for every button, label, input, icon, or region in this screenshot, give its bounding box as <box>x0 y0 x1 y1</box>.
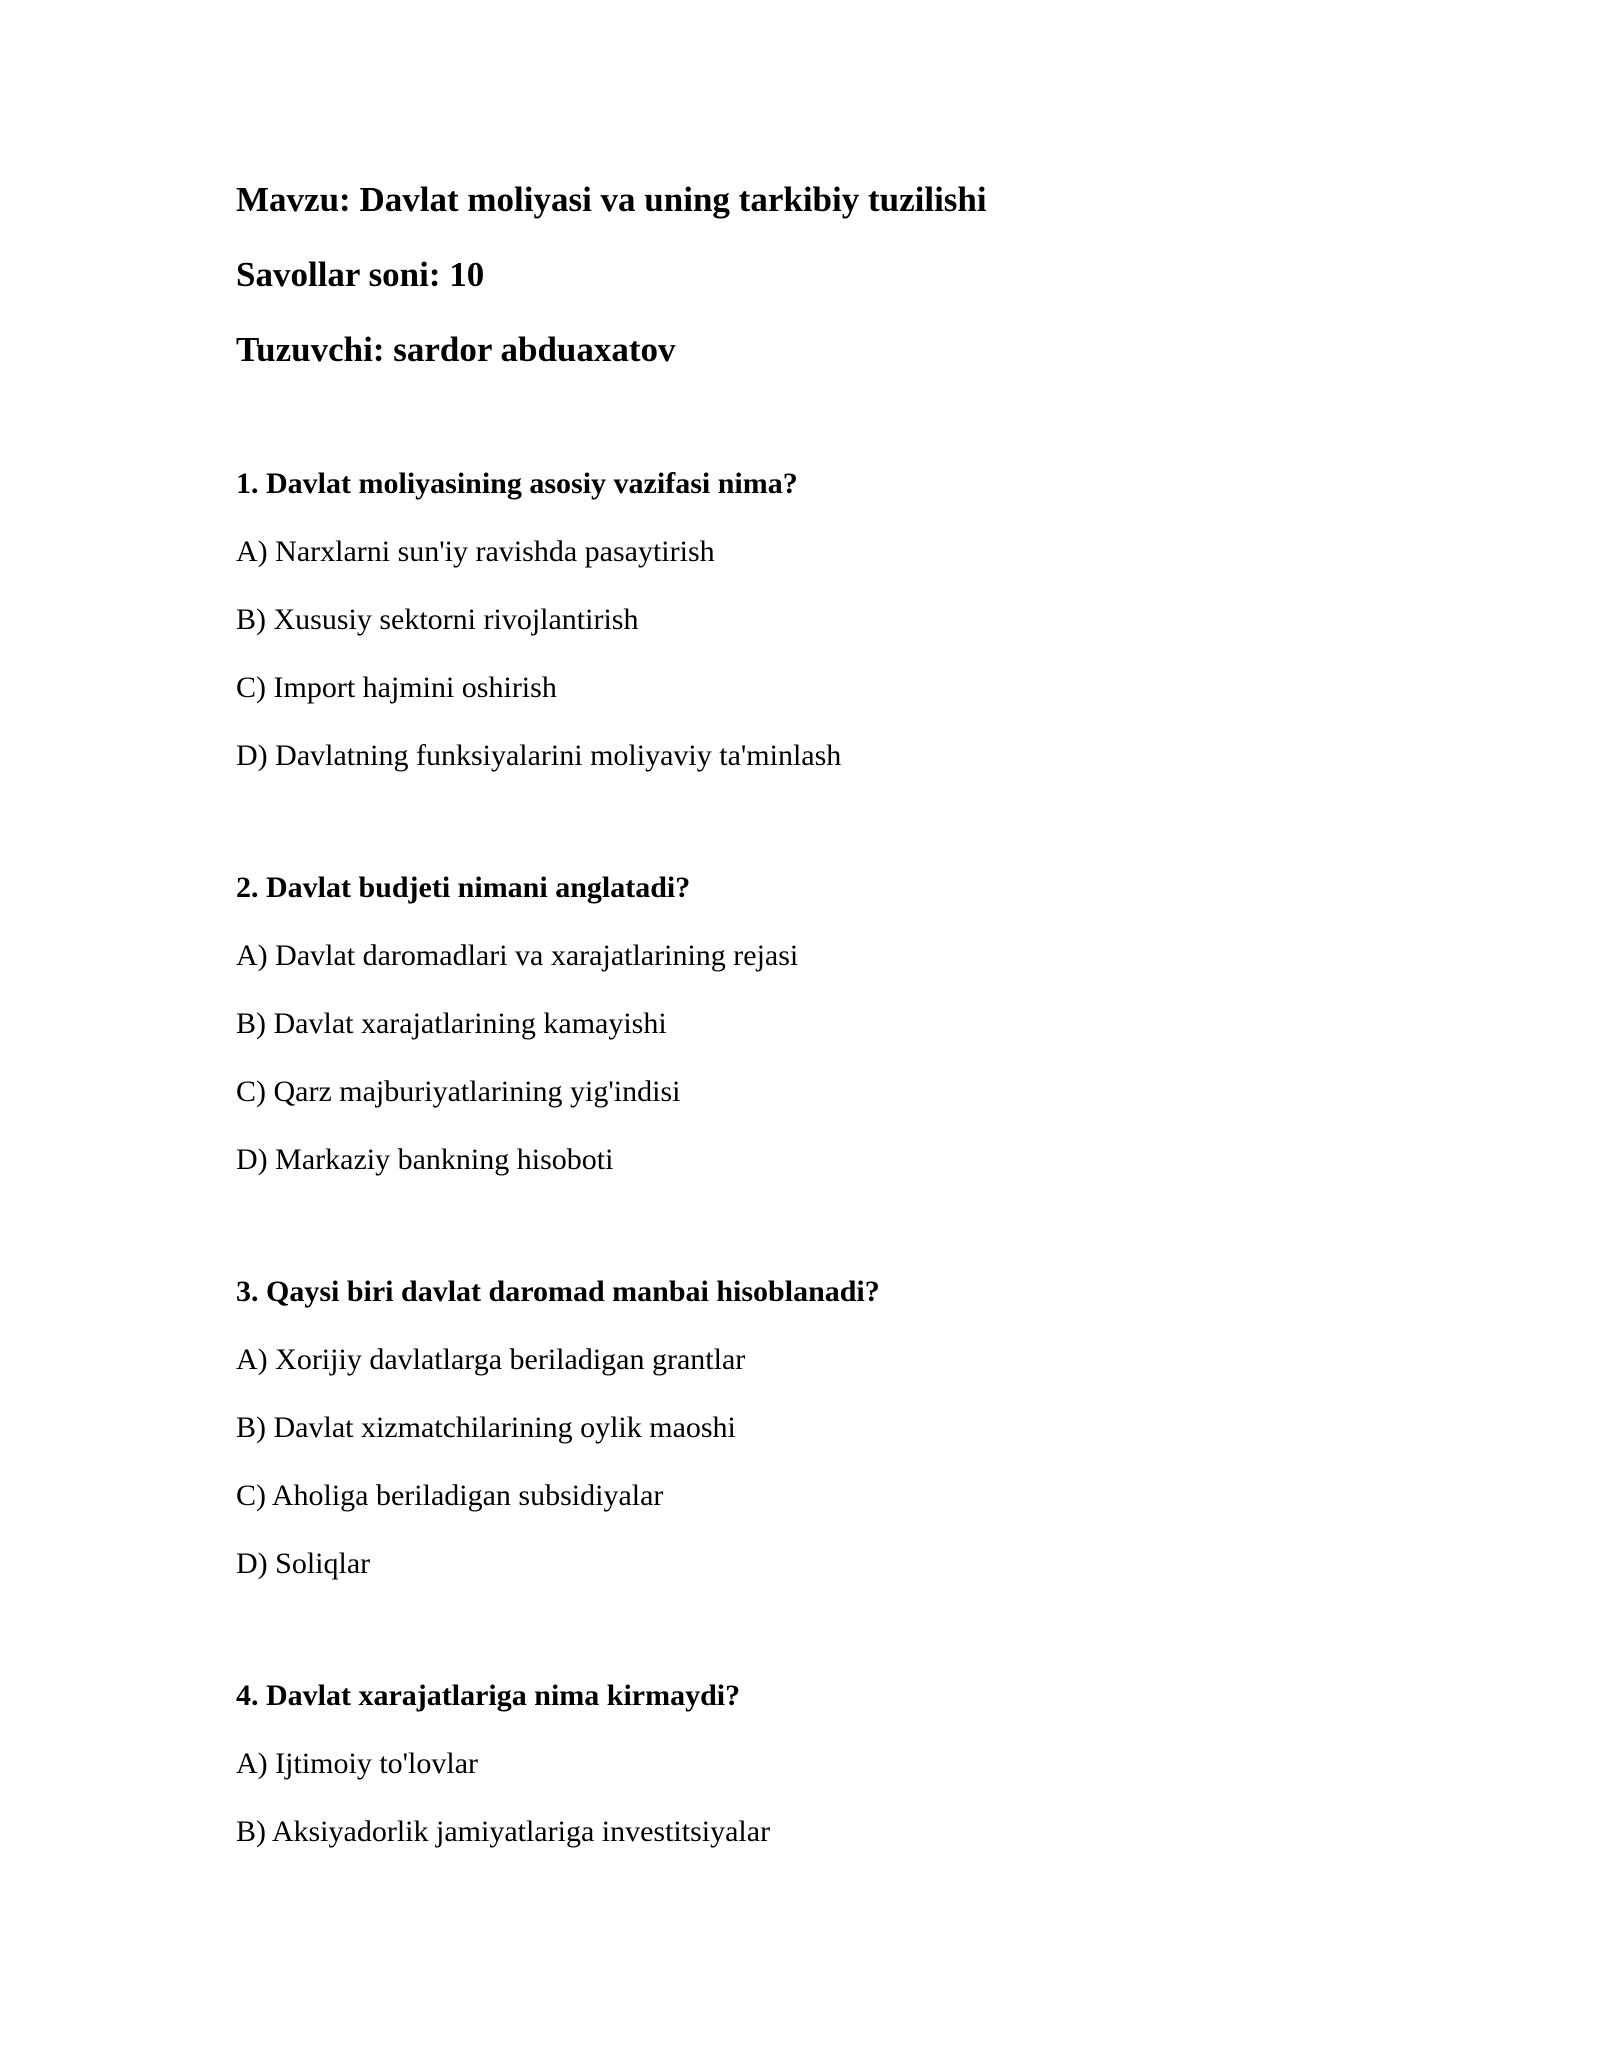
answer-option-c: C) Aholiga beriladigan subsidiyalar <box>236 1479 664 1512</box>
answer-option-d: D) Soliqlar <box>236 1547 371 1580</box>
question-title: 4. Davlat xarajatlariga nima kirmaydi? <box>236 1679 741 1712</box>
answer-option-c: C) Import hajmini oshirish <box>236 671 557 704</box>
question-2 <box>236 870 1436 1178</box>
answer-option-d: D) Markaziy bankning hisoboti <box>236 1143 614 1176</box>
question-3 <box>236 1274 1436 1582</box>
answer-option-a: A) Xorijiy davlatlarga beriladigan grantlar <box>236 1343 746 1376</box>
document-content <box>236 180 1436 1946</box>
question-count: Savollar soni: 10 <box>236 255 485 294</box>
answer-option-c: C) Qarz majburiyatlarining yig'indisi <box>236 1075 681 1108</box>
question-1 <box>236 466 1436 774</box>
answer-option-a: A) Davlat daromadlari va xarajatlarining rejasi <box>236 939 799 972</box>
answer-option-a: A) Narxlarni sun'iy ravishda pasaytirish <box>236 535 715 568</box>
answer-option-d: D) Davlatning funksiyalarini moliyaviy ta'minlash <box>236 739 842 772</box>
answer-option-b: B) Davlat xizmatchilarining oylik maoshi <box>236 1411 736 1444</box>
question-title: 3. Qaysi biri davlat daromad manbai hisoblanadi? <box>236 1275 880 1308</box>
question-title: 1. Davlat moliyasining asosiy vazifasi nima? <box>236 467 798 500</box>
answer-option-b: B) Davlat xarajatlarining kamayishi <box>236 1007 667 1040</box>
question-4 <box>236 1678 1436 1850</box>
answer-option-b: B) Aksiyadorlik jamiyatlariga investitsiyalar <box>236 1815 771 1848</box>
question-list <box>236 466 1436 1850</box>
question-title: 2. Davlat budjeti nimani anglatadi? <box>236 871 691 904</box>
document-header <box>236 180 1436 370</box>
answer-option-a: A) Ijtimoiy to'lovlar <box>236 1747 479 1780</box>
topic-heading: Mavzu: Davlat moliyasi va uning tarkibiy tuzilishi <box>236 180 987 219</box>
answer-option-b: B) Xususiy sektorni rivojlantirish <box>236 603 639 636</box>
author-line: Tuzuvchi: sardor abduaxatov <box>236 330 676 369</box>
